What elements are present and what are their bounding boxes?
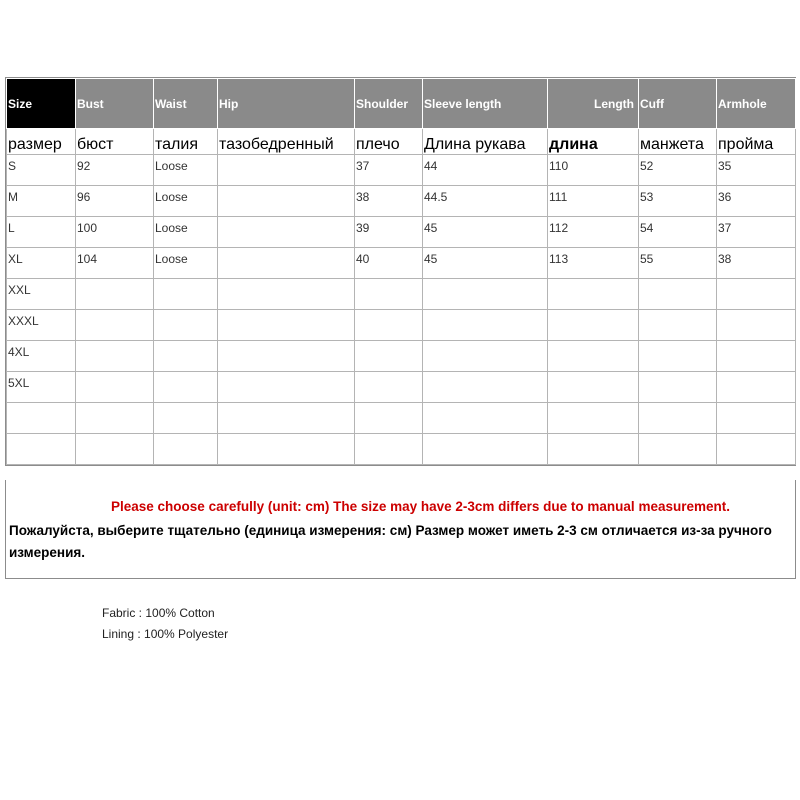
table-cell — [423, 372, 548, 403]
table-cell — [154, 403, 218, 434]
notice-russian: Пожалуйста, выберите тщательно (единица измерения: см) Размер может иметь 2-3 см отличается из-за ручного измерения. — [9, 523, 772, 560]
table-cell — [218, 248, 355, 279]
table-row — [7, 248, 796, 279]
table-cell — [218, 310, 355, 341]
table-cell: 35 — [717, 155, 796, 186]
table-cell: 4XL — [7, 341, 76, 372]
table-row — [7, 155, 796, 186]
table-cell — [717, 403, 796, 434]
table-cell: 39 — [355, 217, 423, 248]
table-cell: 110 — [548, 155, 639, 186]
table-cell: 5XL — [7, 372, 76, 403]
table-cell: 38 — [355, 186, 423, 217]
table-cell — [639, 434, 717, 465]
header-ru-armhole: пройма — [717, 129, 796, 155]
header-hip: Hip — [218, 79, 355, 129]
notice-english: Please choose carefully (unit: cm) The size may have 2-3cm differs due to manual measurement. — [111, 499, 730, 514]
size-rows — [7, 155, 796, 465]
table-cell — [717, 434, 796, 465]
fabric-info — [102, 603, 228, 645]
table-cell — [76, 341, 154, 372]
table-cell: 111 — [548, 186, 639, 217]
table-cell: Loose — [154, 186, 218, 217]
table-cell — [218, 279, 355, 310]
table-cell — [548, 279, 639, 310]
header-ru-size: размер — [7, 129, 76, 155]
table-cell — [76, 310, 154, 341]
table-cell — [76, 279, 154, 310]
table-cell — [218, 155, 355, 186]
table-cell: 45 — [423, 217, 548, 248]
russian-header-row — [7, 129, 796, 155]
table-row — [7, 186, 796, 217]
table-cell — [355, 310, 423, 341]
header-armhole: Armhole — [717, 79, 796, 129]
table-cell: 44.5 — [423, 186, 548, 217]
table-cell — [7, 403, 76, 434]
table-cell: Loose — [154, 248, 218, 279]
table-row — [7, 310, 796, 341]
header-ru-shoulder: плечо — [355, 129, 423, 155]
table-cell — [7, 434, 76, 465]
table-row — [7, 434, 796, 465]
header-sleeve-length: Sleeve length — [423, 79, 548, 129]
table-cell: 100 — [76, 217, 154, 248]
table-cell — [76, 403, 154, 434]
table-cell — [548, 372, 639, 403]
table-cell: 40 — [355, 248, 423, 279]
header-size: Size — [7, 79, 76, 129]
table-cell — [218, 372, 355, 403]
table-cell — [355, 279, 423, 310]
table-cell: 38 — [717, 248, 796, 279]
table-cell — [218, 341, 355, 372]
table-cell — [717, 372, 796, 403]
table-cell: 53 — [639, 186, 717, 217]
table-cell: Loose — [154, 155, 218, 186]
table-cell — [423, 341, 548, 372]
table-cell — [639, 372, 717, 403]
table-cell — [548, 434, 639, 465]
header-ru-length: длина — [548, 129, 639, 155]
table-cell — [639, 341, 717, 372]
table-cell — [355, 372, 423, 403]
table-row — [7, 372, 796, 403]
table-cell: 55 — [639, 248, 717, 279]
header-bust: Bust — [76, 79, 154, 129]
header-ru-bust: бюст — [76, 129, 154, 155]
table-cell — [639, 279, 717, 310]
table-cell — [218, 403, 355, 434]
table-row — [7, 403, 796, 434]
table-cell: Loose — [154, 217, 218, 248]
table-cell — [548, 403, 639, 434]
fabric-text: Fabric : 100% Cotton — [102, 606, 215, 620]
lining-text: Lining : 100% Polyester — [102, 627, 229, 641]
measurement-notice — [5, 480, 796, 579]
table-cell — [218, 434, 355, 465]
table-cell: 104 — [76, 248, 154, 279]
table-cell: 112 — [548, 217, 639, 248]
table-cell — [154, 341, 218, 372]
table-row — [7, 341, 796, 372]
table-cell: XXXL — [7, 310, 76, 341]
table-cell — [218, 217, 355, 248]
table-cell — [717, 341, 796, 372]
table-cell — [423, 434, 548, 465]
table-cell — [154, 372, 218, 403]
table-cell: S — [7, 155, 76, 186]
header-shoulder: Shoulder — [355, 79, 423, 129]
table-cell — [717, 279, 796, 310]
table-cell — [154, 279, 218, 310]
size-chart — [5, 77, 796, 466]
table-cell — [639, 310, 717, 341]
header-ru-waist: талия — [154, 129, 218, 155]
table-cell — [423, 403, 548, 434]
table-cell — [76, 372, 154, 403]
table-cell: 44 — [423, 155, 548, 186]
header-ru-cuff: манжета — [639, 129, 717, 155]
table-cell — [218, 186, 355, 217]
table-cell: 113 — [548, 248, 639, 279]
table-cell: 92 — [76, 155, 154, 186]
table-cell — [76, 434, 154, 465]
table-cell: XL — [7, 248, 76, 279]
table-cell — [355, 403, 423, 434]
table-cell: 45 — [423, 248, 548, 279]
table-cell: 37 — [717, 217, 796, 248]
size-table — [6, 78, 796, 465]
header-cuff: Cuff — [639, 79, 717, 129]
table-cell — [355, 341, 423, 372]
table-cell — [548, 341, 639, 372]
table-row — [7, 279, 796, 310]
header-ru-sleeve-length: Длина рукава — [423, 129, 548, 155]
table-cell — [548, 310, 639, 341]
header-waist: Waist — [154, 79, 218, 129]
table-cell: XXL — [7, 279, 76, 310]
table-cell — [639, 403, 717, 434]
table-cell — [154, 434, 218, 465]
header-length: Length — [548, 79, 639, 129]
table-cell: 96 — [76, 186, 154, 217]
header-ru-hip: тазобедренный — [218, 129, 355, 155]
table-cell: 37 — [355, 155, 423, 186]
table-cell — [423, 310, 548, 341]
table-cell: 36 — [717, 186, 796, 217]
table-cell: 54 — [639, 217, 717, 248]
table-row — [7, 217, 796, 248]
table-cell — [355, 434, 423, 465]
table-cell: L — [7, 217, 76, 248]
table-cell: 52 — [639, 155, 717, 186]
table-cell — [423, 279, 548, 310]
table-cell — [154, 310, 218, 341]
table-cell — [717, 310, 796, 341]
english-header-row — [7, 79, 796, 129]
table-cell: M — [7, 186, 76, 217]
